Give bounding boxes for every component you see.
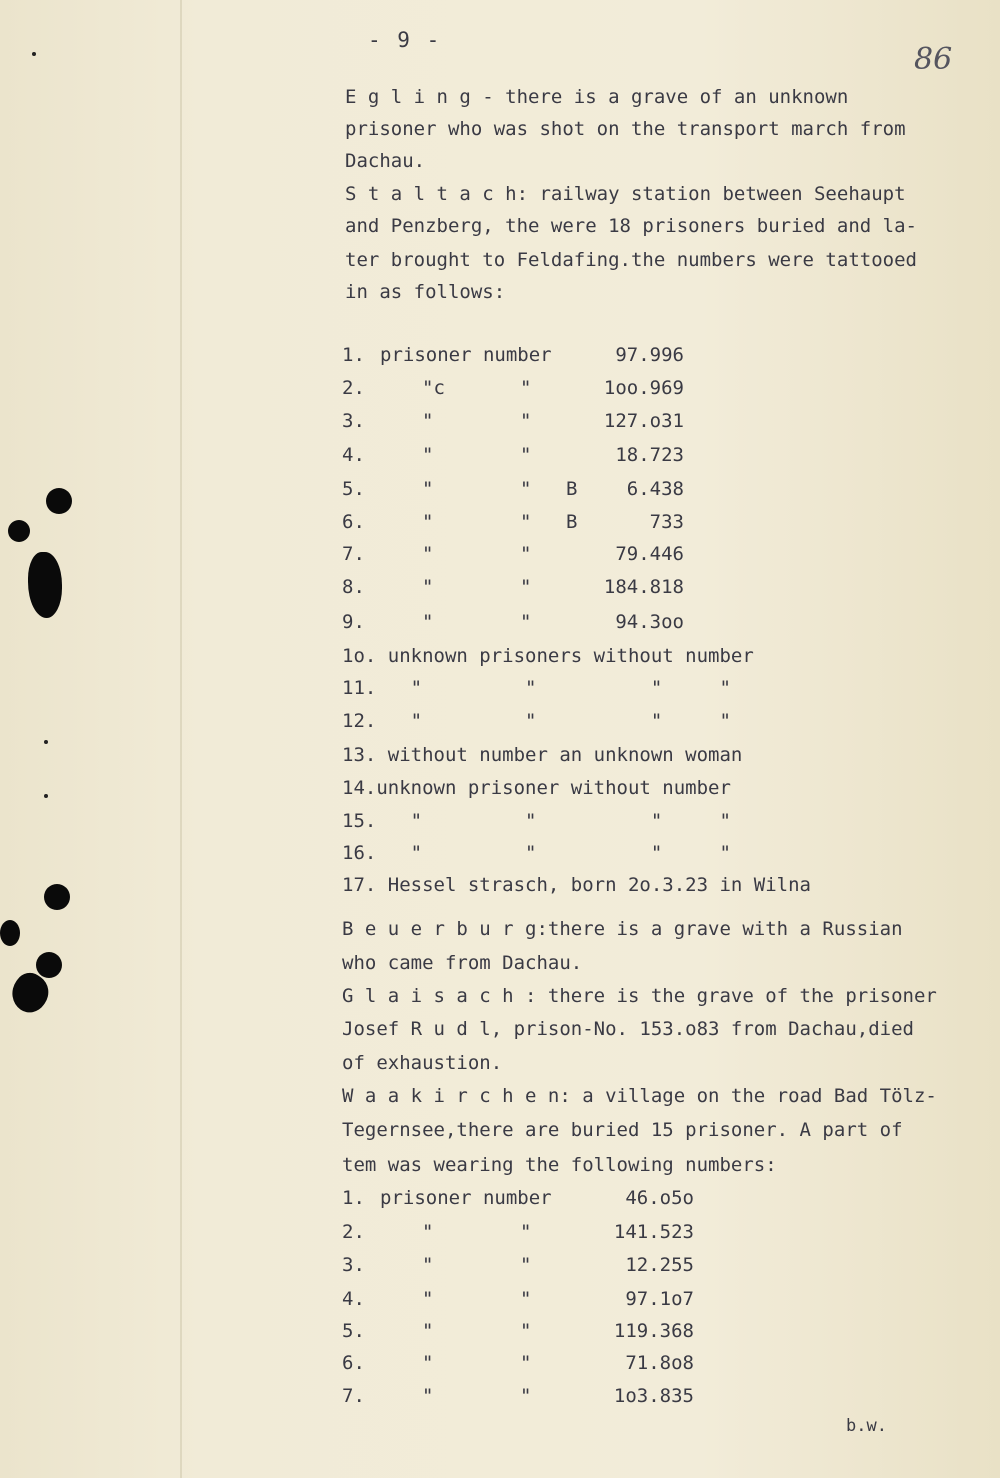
prisoner-number: 184.818 <box>603 576 684 598</box>
prisoner-number: 119.368 <box>613 1320 694 1342</box>
punch-hole <box>46 488 72 514</box>
list-item <box>342 576 802 600</box>
text-line: Tegernsee,there are buried 15 prisoner. A part of <box>342 1119 903 1141</box>
punch-hole <box>44 884 70 910</box>
item-number: 3. <box>342 410 365 432</box>
item-description: prisoner number <box>380 344 552 366</box>
list-item <box>342 1288 802 1312</box>
ditto-mark: " <box>422 478 434 500</box>
ditto-mark: "c <box>422 377 445 399</box>
text-line: ter brought to Feldafing.the numbers were tattooed <box>345 249 917 271</box>
prisoner-number: 127.o31 <box>603 410 684 432</box>
list-item <box>342 611 802 635</box>
ditto-mark: " <box>520 511 532 533</box>
list-line: 17. Hessel strasch, born 2o.3.23 in Wilna <box>342 874 811 896</box>
ditto-mark: " <box>422 1221 434 1243</box>
text-line: Dachau. <box>345 150 426 172</box>
prisoner-number: 71.8o8 <box>625 1352 694 1374</box>
ditto-mark: " <box>520 1320 532 1342</box>
page-number: - 9 - <box>368 28 442 52</box>
list-line: 11. " " " " <box>342 677 731 699</box>
list-item <box>342 344 802 368</box>
item-description: prisoner number <box>380 1187 552 1209</box>
text-line: in as follows: <box>345 281 506 303</box>
list-item <box>342 543 802 567</box>
list-line: 1o. unknown prisoners without number <box>342 645 754 667</box>
ditto-mark: " <box>520 377 532 399</box>
prisoner-number: 1oo.969 <box>603 377 684 399</box>
ink-blot <box>28 552 62 618</box>
item-number: 8. <box>342 576 365 598</box>
item-number: 4. <box>342 444 365 466</box>
list-line: 16. " " " " <box>342 842 731 864</box>
ditto-mark: " <box>422 576 434 598</box>
text-line: tem was wearing the following numbers: <box>342 1154 777 1176</box>
text-line: E g l i n g - there is a grave of an unknown <box>345 86 849 108</box>
ditto-mark: " <box>422 1254 434 1276</box>
list-item <box>342 1254 802 1278</box>
list-item <box>342 478 802 502</box>
item-number: 1. <box>342 344 365 366</box>
ditto-mark: " <box>520 1385 532 1407</box>
ditto-mark: " <box>520 410 532 432</box>
ditto-mark: " <box>422 444 434 466</box>
list-line: 14.unknown prisoner without number <box>342 777 731 799</box>
text-line: S t a l t a c h: railway station between Seehaupt <box>345 183 906 205</box>
list-item <box>342 1320 802 1344</box>
list-item <box>342 377 802 401</box>
item-number: 4. <box>342 1288 365 1310</box>
prisoner-number: 97.1o7 <box>625 1288 694 1310</box>
ditto-mark: " <box>422 543 434 565</box>
number-prefix: B <box>566 478 578 500</box>
item-number: 5. <box>342 478 365 500</box>
list-line: 13. without number an unknown woman <box>342 744 743 766</box>
ditto-mark: " <box>422 1352 434 1374</box>
ditto-mark: " <box>520 611 532 633</box>
ditto-mark: " <box>520 1352 532 1374</box>
punch-hole <box>0 920 20 946</box>
item-number: 6. <box>342 511 365 533</box>
item-number: 7. <box>342 1385 365 1407</box>
item-number: 6. <box>342 1352 365 1374</box>
list-line: 12. " " " " <box>342 710 731 732</box>
number-prefix: B <box>566 511 578 533</box>
folio-number: 86 <box>914 42 953 77</box>
item-number: 5. <box>342 1320 365 1342</box>
text-line: B e u e r b u r g:there is a grave with a Russian <box>342 918 903 940</box>
text-line: W a a k i r c h e n: a village on the road Bad Tölz- <box>342 1085 937 1107</box>
list-item <box>342 1385 802 1409</box>
ditto-mark: " <box>520 576 532 598</box>
item-number: 2. <box>342 377 365 399</box>
prisoner-number: 97.996 <box>615 344 684 366</box>
ditto-mark: " <box>520 1288 532 1310</box>
prisoner-number: 6.438 <box>626 478 684 500</box>
text-line: who came from Dachau. <box>342 952 583 974</box>
text-line: of exhaustion. <box>342 1052 503 1074</box>
ditto-mark: " <box>520 478 532 500</box>
list-item <box>342 410 802 434</box>
ditto-mark: " <box>422 410 434 432</box>
ditto-mark: " <box>422 1320 434 1342</box>
prisoner-number: 141.523 <box>613 1221 694 1243</box>
item-number: 7. <box>342 543 365 565</box>
ditto-mark: " <box>422 1288 434 1310</box>
list-item <box>342 444 802 468</box>
ditto-mark: " <box>520 1254 532 1276</box>
punch-hole <box>36 952 62 978</box>
punch-hole <box>8 520 30 542</box>
item-number: 9. <box>342 611 365 633</box>
ditto-mark: " <box>422 511 434 533</box>
prisoner-number: 12.255 <box>625 1254 694 1276</box>
text-line: prisoner who was shot on the transport march from <box>345 118 906 140</box>
list-item <box>342 1221 802 1245</box>
text-line: Josef R u d l, prison-No. 153.o83 from Dachau,died <box>342 1018 914 1040</box>
list-line: 15. " " " " <box>342 810 731 832</box>
prisoner-number: 94.3oo <box>615 611 684 633</box>
speck <box>32 52 36 56</box>
prisoner-number: 1o3.835 <box>613 1385 694 1407</box>
item-number: 1. <box>342 1187 365 1209</box>
fold-line <box>180 0 182 1478</box>
item-number: 3. <box>342 1254 365 1276</box>
item-number: 2. <box>342 1221 365 1243</box>
list-item <box>342 511 802 535</box>
text-line: G l a i s a c h : there is the grave of the prisoner <box>342 985 937 1007</box>
list-item <box>342 1187 802 1211</box>
ditto-mark: " <box>520 1221 532 1243</box>
speck <box>44 794 48 798</box>
speck <box>44 740 48 744</box>
text-line: and Penzberg, the were 18 prisoners buried and la- <box>345 215 917 237</box>
list-item <box>342 1352 802 1376</box>
prisoner-number: 18.723 <box>615 444 684 466</box>
ditto-mark: " <box>520 444 532 466</box>
ditto-mark: " <box>422 611 434 633</box>
prisoner-number: 46.o5o <box>625 1187 694 1209</box>
prisoner-number: 79.446 <box>615 543 684 565</box>
ditto-mark: " <box>422 1385 434 1407</box>
ditto-mark: " <box>520 543 532 565</box>
continuation-note: b.w. <box>846 1416 887 1436</box>
prisoner-number: 733 <box>649 511 684 533</box>
